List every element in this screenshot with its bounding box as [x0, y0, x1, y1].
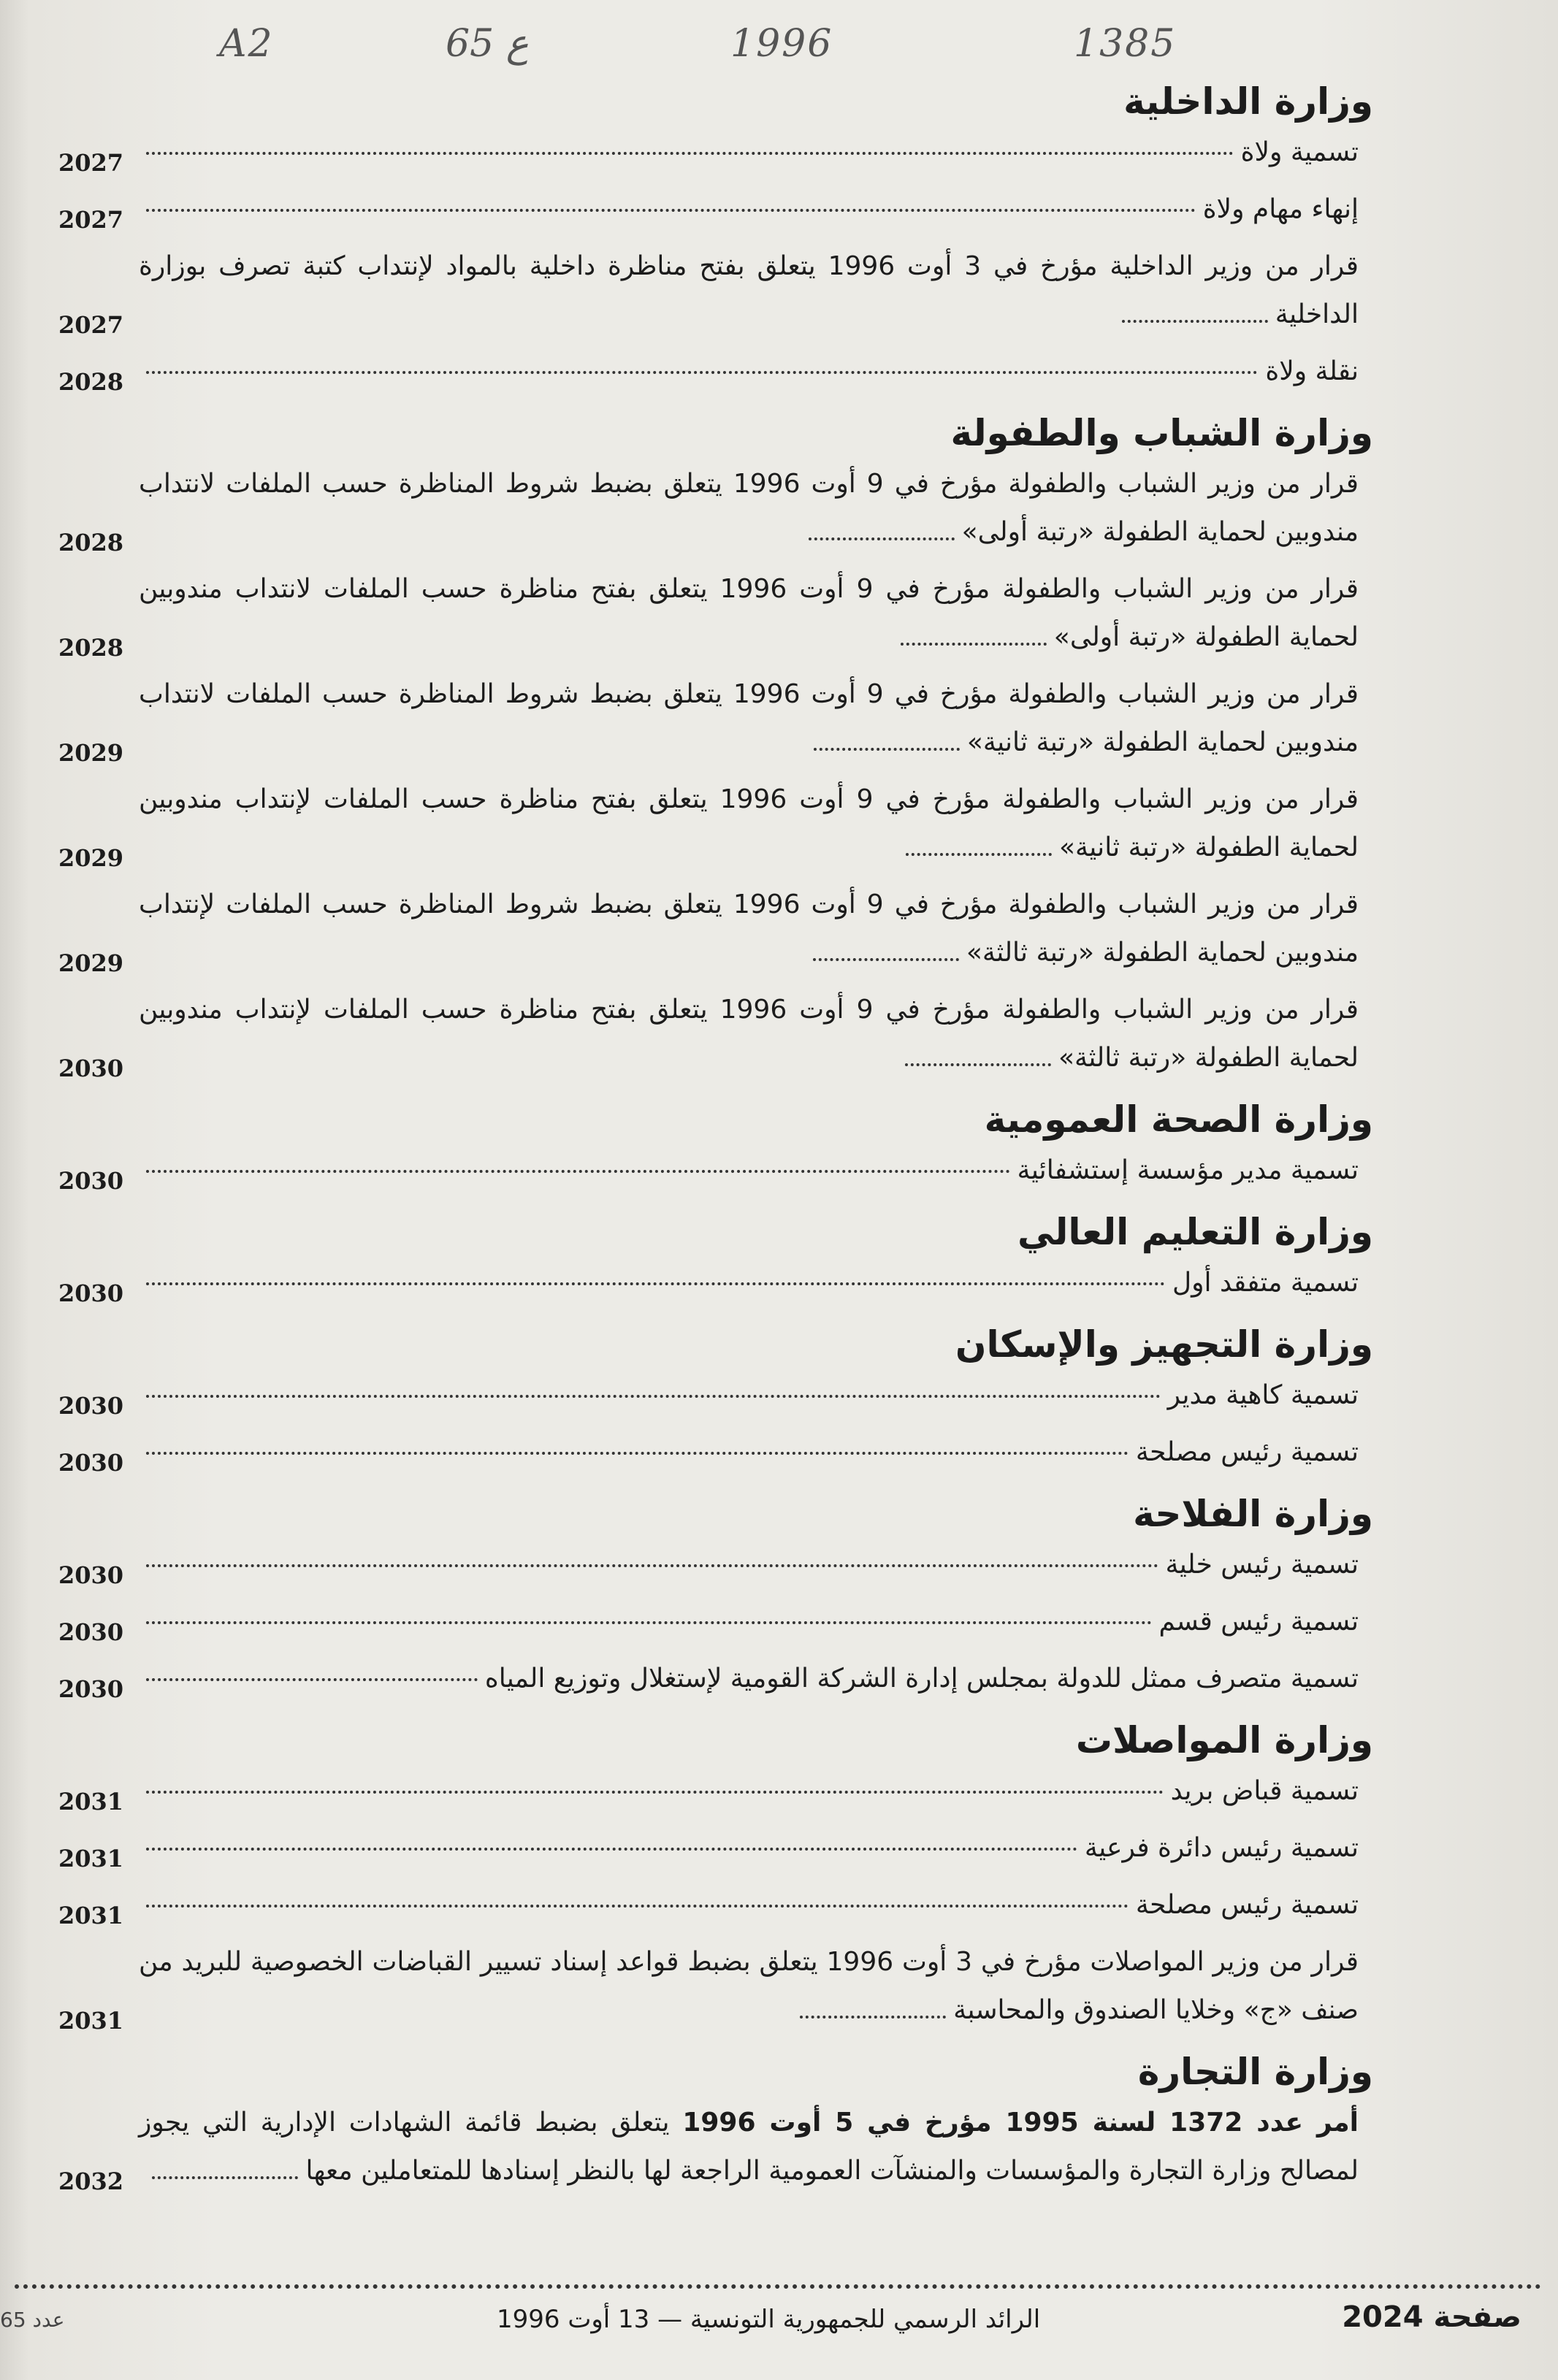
section-title: وزارة الفلاحة	[1133, 1493, 1373, 1535]
entry-text: تسمية رئيس مصلحة	[1135, 1437, 1359, 1467]
dot-leader	[814, 748, 960, 751]
toc-entry[interactable]	[58, 1259, 1373, 1307]
dot-leader	[146, 1281, 1165, 1285]
toc-entry[interactable]	[58, 129, 1373, 177]
page-number: 2030	[58, 1392, 124, 1420]
toc-entry[interactable]	[58, 986, 1373, 1082]
page-number: 2031	[58, 1788, 124, 1815]
entry-text: قرار من وزير الداخلية مؤرخ في 3 أوت 1996 يتعلق بفتح مناظرة داخلية بالمواد لإنتداب كتبة تصرف بوزارة الداخلية	[139, 251, 1359, 329]
page-number: 2030	[58, 1675, 124, 1703]
toc-entry[interactable]	[58, 1655, 1373, 1703]
toc-entry[interactable]	[58, 185, 1373, 234]
section-title: وزارة المواصلات	[1075, 1719, 1373, 1761]
entry-body	[139, 1655, 1373, 1703]
dot-leader	[813, 958, 959, 961]
entry-body	[139, 1259, 1373, 1307]
page-number: 2028	[58, 529, 124, 556]
page-number: 2030	[58, 1055, 124, 1082]
toc-entry[interactable]	[58, 565, 1373, 662]
entry-body	[139, 460, 1373, 556]
entry-body	[139, 242, 1373, 339]
toc-entry[interactable]	[58, 2099, 1373, 2195]
page-number: 2030	[58, 1561, 124, 1589]
entry-body	[139, 881, 1373, 977]
entry-text: تسمية مدير مؤسسة إستشفائية	[1017, 1155, 1359, 1185]
page-number: 2030	[58, 1167, 124, 1195]
entry-text: إنهاء مهام ولاة	[1202, 194, 1359, 224]
entry-text: تسمية رئيس قسم	[1158, 1607, 1359, 1637]
handwritten-note-c: 1996	[730, 22, 833, 66]
entry-lead-text: أمر عدد 1372 لسنة 1995 مؤرخ في 5 أوت 1996	[682, 2108, 1359, 2138]
entry-text: تسمية رئيس خلية	[1165, 1550, 1359, 1580]
toc-entry[interactable]	[58, 1541, 1373, 1589]
toc-entry[interactable]	[58, 881, 1373, 977]
page-footer	[0, 2300, 1558, 2344]
page-number: 2029	[58, 739, 124, 767]
page-number: 2028	[58, 368, 124, 396]
entry-text: قرار من وزير الشباب والطفولة مؤرخ في 9 أوت 1996 يتعلق بضبط شروط المناظرة حسب الملفات لانتداب مندوبين لحماية الطفولة «رتبة أولى»	[139, 469, 1359, 547]
footer-divider	[15, 2284, 1541, 2289]
dot-leader	[1122, 320, 1268, 323]
entry-body	[139, 565, 1373, 662]
entry-body	[139, 129, 1373, 177]
page-number: 2029	[58, 844, 124, 872]
page-number: 2027	[58, 149, 124, 177]
page-number: 2031	[58, 1902, 124, 1929]
toc-entry[interactable]	[58, 1147, 1373, 1195]
handwritten-note-b: 65 ع	[446, 22, 529, 66]
toc-entry[interactable]	[58, 1881, 1373, 1929]
toc-entry[interactable]	[58, 242, 1373, 339]
entry-text: قرار من وزير الشباب والطفولة مؤرخ في 9 أوت 1996 يتعلق بضبط شروط المناظرة حسب الملفات لانتداب مندوبين لحماية الطفولة «رتبة ثانية»	[139, 679, 1359, 757]
entry-body	[139, 1938, 1373, 2035]
page-number: 2030	[58, 1449, 124, 1477]
page-number: 2027	[58, 311, 124, 339]
dot-leader	[146, 1450, 1129, 1455]
dot-leader	[146, 1620, 1152, 1624]
entry-text: قرار من وزير المواصلات مؤرخ في 3 أوت 1996 يتعلق بضبط قواعد إسناد تسيير القباضات الخصوصية للبريد من صنف «ج» وخلايا الصندوق والمحاسبة	[139, 1947, 1359, 2025]
page-number: 2030	[58, 1618, 124, 1646]
page-number: 2031	[58, 2007, 124, 2035]
entry-body	[139, 1147, 1373, 1195]
dot-leader	[800, 2016, 946, 2019]
toc-entry[interactable]	[58, 1371, 1373, 1420]
entry-body	[139, 1371, 1373, 1420]
dot-leader	[146, 370, 1258, 374]
entry-text: يتعلق بضبط قائمة الشهادات الإدارية التي يجوز لمصالح وزارة التجارة والمؤسسات والمنشآت العمومية الراجعة لها بالنظر إسنادها للمتعاملين معها	[139, 2108, 1359, 2186]
toc-entry[interactable]	[58, 1598, 1373, 1646]
entry-body	[139, 2099, 1373, 2195]
page-number: 2029	[58, 949, 124, 977]
entry-body	[139, 348, 1373, 396]
dot-leader	[905, 1063, 1051, 1066]
footer-journal-title: الرائد الرسمي للجمهورية التونسية — 13 أوت 1996	[497, 2305, 1041, 2334]
dot-leader	[152, 2176, 298, 2179]
dot-leader	[146, 1563, 1158, 1567]
entry-text: تسمية رئيس مصلحة	[1135, 1890, 1359, 1920]
entry-body	[139, 670, 1373, 767]
entry-text: تسمية متفقد أول	[1172, 1268, 1359, 1298]
toc-entry[interactable]	[58, 776, 1373, 872]
toc-entry[interactable]	[58, 670, 1373, 767]
dot-leader	[146, 1393, 1161, 1398]
entry-body	[139, 776, 1373, 872]
entry-text: قرار من وزير الشباب والطفولة مؤرخ في 9 أوت 1996 يتعلق بفتح مناظرة حسب الملفات لإنتداب مندوبين لحماية الطفولة «رتبة ثانية»	[139, 784, 1359, 862]
section-title: وزارة الصحة العمومية	[984, 1098, 1373, 1141]
footer-page-label: صفحة 2024	[1342, 2300, 1521, 2334]
entry-text: نقلة ولاة	[1265, 356, 1359, 386]
toc-entry[interactable]	[58, 348, 1373, 396]
entry-text: قرار من وزير الشباب والطفولة مؤرخ في 9 أوت 1996 يتعلق بفتح مناظرة حسب الملفات لانتداب مندوبين لحماية الطفولة «رتبة أولى»	[139, 574, 1359, 652]
page-number: 2030	[58, 1279, 124, 1307]
entry-body	[139, 1541, 1373, 1589]
entry-text: تسمية ولاة	[1240, 137, 1359, 167]
dot-leader	[146, 1903, 1129, 1908]
dot-leader	[146, 1846, 1077, 1851]
entry-body	[139, 1824, 1373, 1872]
entry-text: تسمية متصرف ممثل للدولة بمجلس إدارة الشركة القومية لإستغلال وتوزيع المياه	[484, 1664, 1359, 1694]
dot-leader	[901, 643, 1047, 646]
page-number: 2031	[58, 1845, 124, 1872]
toc-entry[interactable]	[58, 1938, 1373, 2035]
entry-text: تسمية كاهية مدير	[1167, 1380, 1359, 1410]
page-number: 2027	[58, 206, 124, 234]
entry-body	[139, 1598, 1373, 1646]
entry-text: تسمية قباض بريد	[1170, 1776, 1359, 1806]
section-title: وزارة الداخلية	[1123, 80, 1373, 123]
section-title: وزارة التجهيز والإسكان	[955, 1323, 1373, 1366]
dot-leader	[146, 207, 1196, 212]
entry-body	[139, 1881, 1373, 1929]
toc-entry[interactable]	[58, 1824, 1373, 1872]
entry-body	[139, 1428, 1373, 1477]
dot-leader	[146, 1677, 478, 1681]
page-number: 2028	[58, 634, 124, 662]
toc-entry[interactable]	[58, 460, 1373, 556]
table-of-contents	[58, 80, 1373, 2204]
dot-leader	[146, 1789, 1164, 1794]
entry-body	[139, 1767, 1373, 1815]
entry-body	[139, 986, 1373, 1082]
footer-issue-number: عدد 65	[0, 2308, 65, 2332]
section-title: وزارة التعليم العالي	[1017, 1211, 1373, 1253]
section-title: وزارة التجارة	[1137, 2051, 1373, 2093]
dot-leader	[146, 150, 1234, 155]
section-title: وزارة الشباب والطفولة	[950, 412, 1373, 454]
dot-leader	[146, 1168, 1010, 1173]
toc-entry[interactable]	[58, 1428, 1373, 1477]
handwritten-note-a: A2	[219, 22, 274, 66]
dot-leader	[809, 537, 955, 540]
toc-entry[interactable]	[58, 1767, 1373, 1815]
entry-body	[139, 185, 1373, 234]
entry-text: قرار من وزير الشباب والطفولة مؤرخ في 9 أوت 1996 يتعلق بفتح مناظرة حسب الملفات لإنتداب مندوبين لحماية الطفولة «رتبة ثالثة»	[139, 995, 1359, 1073]
dot-leader	[906, 853, 1052, 856]
entry-text: قرار من وزير الشباب والطفولة مؤرخ في 9 أوت 1996 يتعلق بضبط شروط المناظرة حسب الملفات لإنتداب مندوبين لحماية الطفولة «رتبة ثالثة»	[139, 889, 1359, 968]
handwritten-note-d: 1385	[1074, 22, 1177, 66]
page-number: 2032	[58, 2167, 124, 2195]
entry-text: تسمية رئيس دائرة فرعية	[1084, 1833, 1359, 1863]
